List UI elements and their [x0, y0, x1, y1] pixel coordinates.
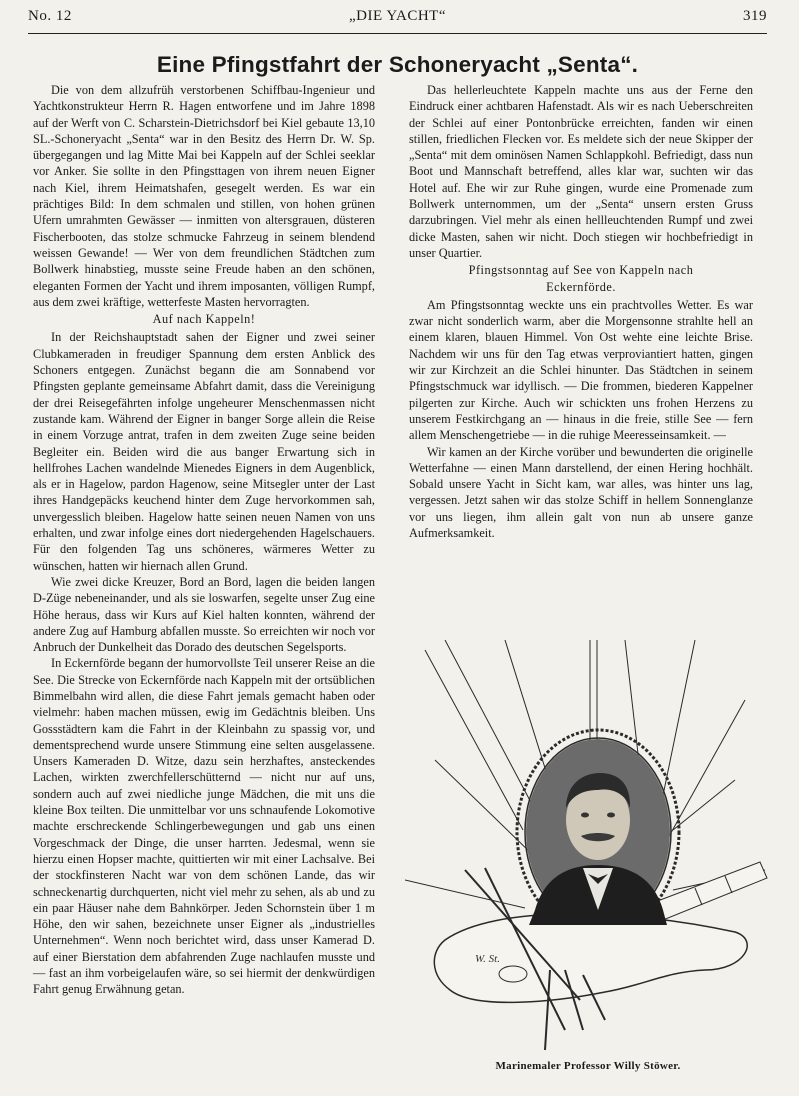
rigging-line: [660, 640, 695, 810]
issue-number: No. 12: [28, 8, 72, 24]
journal-name: „DIE YACHT“: [348, 8, 446, 24]
portrait-illustration: [405, 640, 775, 1058]
page-number: 319: [743, 8, 767, 24]
rigging-line: [445, 640, 535, 810]
section-heading-line-1: Pfingstsonntag auf See von Kappeln nach: [468, 263, 694, 278]
rigging-line: [425, 650, 523, 830]
artist-signature: W. St.: [475, 953, 500, 965]
right-column: [409, 82, 753, 541]
image-caption: Marinemaler Professor Willy Stöwer.: [495, 1060, 681, 1072]
rigging-line: [673, 780, 735, 830]
paragraph: Am Pfingstsonntag weckte uns ein prachtvolles Wetter. Es war zwar nicht sonderlich warm, aber die Morgensonne strahlte hell an einem klaren, blauen Himmel. Von Ost wehte eine leichte Brise. Nachdem wir uns für den Tag etwas verproviantiert hatten, gingen wir zur Kirchzeit an die Schlei hinunter. Das Städtchen in seinem Pfingstschmuck war idyllisch. — Die frommen, biederen Kappelner pilgerten zur Kirche. Auch wir schickten uns frohen Herzens zu unserem Festkirchgang an — hinaus in die freie, stille See — fern allem Menschengetriebe — in die ruhige Meeresseinsamkeit. —: [409, 297, 753, 443]
telescope: [655, 862, 767, 920]
paragraph: Wie zwei dicke Kreuzer, Bord an Bord, lagen die beiden langen D-Züge nebeneinander, und als sie loswarfen, segelte unser Zug eine Höhe heraus, dass wir Kurs auf Kiel halten konnten, während der andere Zug auf Hamburg abfallen musste. So erreichten wir noch vor Anbruch der Dunkelheit das Dorado des deutschen Segelsports.: [33, 574, 375, 655]
paragraph: Das hellerleuchtete Kappeln machte uns aus der Ferne den Eindruck einer achtbaren Hafenstadt. Als wir es nach Ueberschreiten der Schlei auf einer Pontonbrücke erreichten, fanden wir einen stillen, friedlichen Flecken vor. Es meldete sich der neue Skipper der „Senta“ mit dem ominösen Namen Schlappkohl. Befriedigt, dass nun Boot und Mannschaft betreffend, alles klar war, suchten wir das Hotel auf. Ehe wir zur Ruhe gingen, wurde eine Promenade zum Bollwerk unternommen, um der „Senta“ unsern ersten Gruss darzubringen. Viel mehr als einen hellleuchtenden Rumpf und zwei dicke Masten, sahen wir nicht. Doch stiegen wir hochbefriedigt in unser Quartier.: [409, 83, 753, 260]
rigging-line: [405, 880, 525, 908]
section-heading: [409, 262, 753, 295]
section-heading-line-2: Eckernförde.: [546, 279, 616, 294]
left-column: [33, 82, 375, 998]
paragraph: In Eckernförde begann der humorvollste Teil unserer Reise an die See. Die Strecke von Eckernförde nach Kappeln mit der ortsüblichen Bimmelbahn wird allen, die diese Fahrt jemals gemacht haben oder vielmehr: haben machen müssen, ewig im Gedächtnis bleiben. Uns Gossstädtern kam die Fahrt in der Kleinbahn zu spassig vor, und dementsprechend wurde unsere Stimmung eine selten ausgelassene. Unsers Kameraden D. Witze, dazu sein herzhaftes, ansteckendes Lachen, wirkten zwerchfellerschütternd — nicht nur auf uns, sondern auch auf zwei niedliche junge Mädchen, die mit uns die kleine Box teilten. Die unmittelbar vor uns schnaufende Lokomotive machte erschreckende Schlingerbewegungen und gab uns einen Vorgeschmack der Dinge, die unser harrten. Jedesmal, wenn sie hierzu einen Hopser machte, quittierten wir mit einer Lachsalve. Bei der stockfinsteren Nacht war von dem schönen Lande, das wir schneckenartig durchquerten, nicht viel mehr zu sehen, als ab und zu ein paar Häuser nahe dem Bahnkörper. Jeden Schornstein über 1 m Höhe, den wir sahen, bezeichnete unser Eigner als „industrielles Unternehmen“. Wenn noch berichtet wird, dass unser Kamerad D. auf einer Bierstation dem abfahrenden Zuge nachlaufen musste und — fast an ihm vorbeigelaufen wäre, so sei hiermit der denkwürdigen Fahrt genug Erwähnung getan.: [33, 656, 375, 997]
paragraph: Wir kamen an der Kirche vorüber und bewunderten die originelle Wetterfahne — einen Mann darstellend, der einen Hering hochhält. Sobald unsere Yacht in Sicht kam, war alles, was hinter uns lag, vergessen. Jetzt sahen wir das stolze Schiff in hellem Sonnenglanze vor uns liegen, ihm allein galt von nun ab unsere ganze Aufmerksamkeit.: [409, 444, 753, 541]
header-rule: [28, 33, 767, 34]
paragraph: Die von dem allzufrüh verstorbenen Schiffbau-Ingenieur und Yachtkonstrukteur Herrn R. Hagen entworfene und im Jahre 1898 auf der Werft von C. Scharstein-Dietrichsdorf bei Kiel gebaute 13,10 SL.-Schoneryacht „Senta“ war in den Besitz des Herrn Dr. W. Sp. übergegangen und lag Mitte Mai bei Kappeln auf der Schlei seeklar vor Anker. Sie sollte in den Pfingsttagen von ihrem neuen Eigner nach Kiel, ihrem Heimatshafen, gesegelt werden. Es war ein prächtiges Bild: In dem schmalen und stillen, von hohen grünen Ufern umrahmten Gewässer — inmitten von altersgrauen, düsteren Fischerbooten, das stolze schmucke Fahrzeug in seinem blendend weissen Gewande! — Wer von dem freundlichen Städtchen zum Bollwerk hinabstieg, musste seine Freude haben an den schönen, eleganten Formen der Yacht und ihrem imposanten, völligen Rumpf, aus dem zwei kräftige, wetterfeste Masten hervorragten.: [33, 83, 375, 309]
article-title: Eine Pfingstfahrt der Schoneryacht „Senta“.: [156, 52, 639, 77]
page-header: [28, 8, 767, 30]
section-heading: Auf nach Kappeln!: [152, 312, 256, 327]
paragraph: In der Reichshauptstadt sahen der Eigner und zwei seiner Clubkameraden in freudiger Spannung dem ersten Anblick des Schoners entgegen. Zunächst begann die am Sonnabend vor Pfingsten geplante gemeinsame Abfahrt damit, dass die Vereinigung der drei Reisegefährten infolge ungeheurer Menschenmassen nicht zustande kam. Während der Eigner in banger Sorge allein die Reise in einem Vorzuge antrat, trafen in dem zweiten Zuge seine beiden Begleiter ein. Beiden wird die aus banger Erwartung sich in hellfrohes Lachen wandelnde Mienedes Eigners in dem Augenblick, als er in Hagelow, pardon Hagenow, seine Mitsegler unter der Last ihres Handgepäcks keuchend hinter dem Zuge hervorkommen sah, unvergesslich bleiben. Hagelow hatte seinen neuen Namen von uns erhalten, und zwar infolge eines dort niedergehenden Hagelschauers. Für den folgenden Tag uns schöneres, wärmeres Wetter zu wünschen, hatten wir hiernach allen Grund.: [33, 330, 375, 573]
